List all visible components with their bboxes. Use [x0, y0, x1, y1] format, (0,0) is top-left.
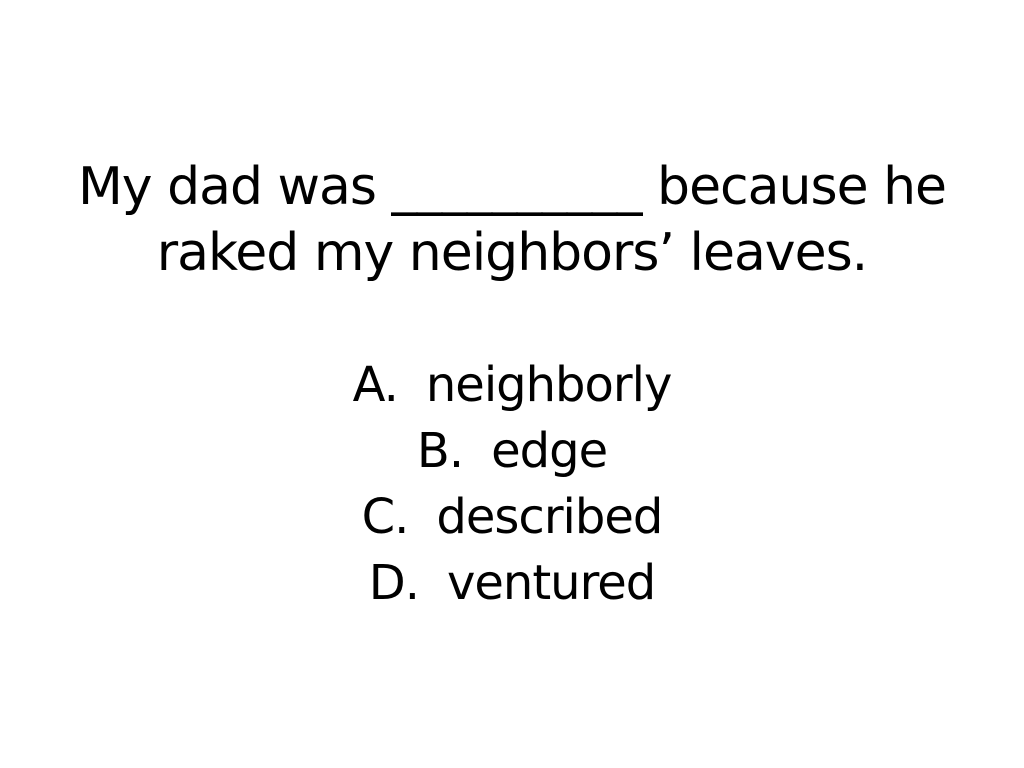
answer-option-d	[0, 550, 1024, 616]
answer-option-a	[0, 352, 1024, 418]
question-text	[0, 154, 1024, 286]
option-letter: C.	[361, 489, 409, 545]
answer-options-list	[0, 352, 1024, 616]
question-line-1: My dad was __________ because he	[77, 157, 947, 217]
answer-option-b	[0, 418, 1024, 484]
option-text: ventured	[446, 555, 656, 611]
option-letter: D.	[368, 555, 419, 611]
question-line-2: raked my neighbors’ leaves.	[156, 223, 868, 283]
option-letter: B.	[416, 423, 464, 479]
option-text: edge	[491, 423, 608, 479]
option-letter: A.	[352, 357, 398, 413]
blank-line-spacer	[0, 286, 1024, 352]
option-text: described	[436, 489, 663, 545]
slide-text-block	[0, 154, 1024, 616]
answer-option-c	[0, 484, 1024, 550]
option-text: neighborly	[425, 357, 672, 413]
